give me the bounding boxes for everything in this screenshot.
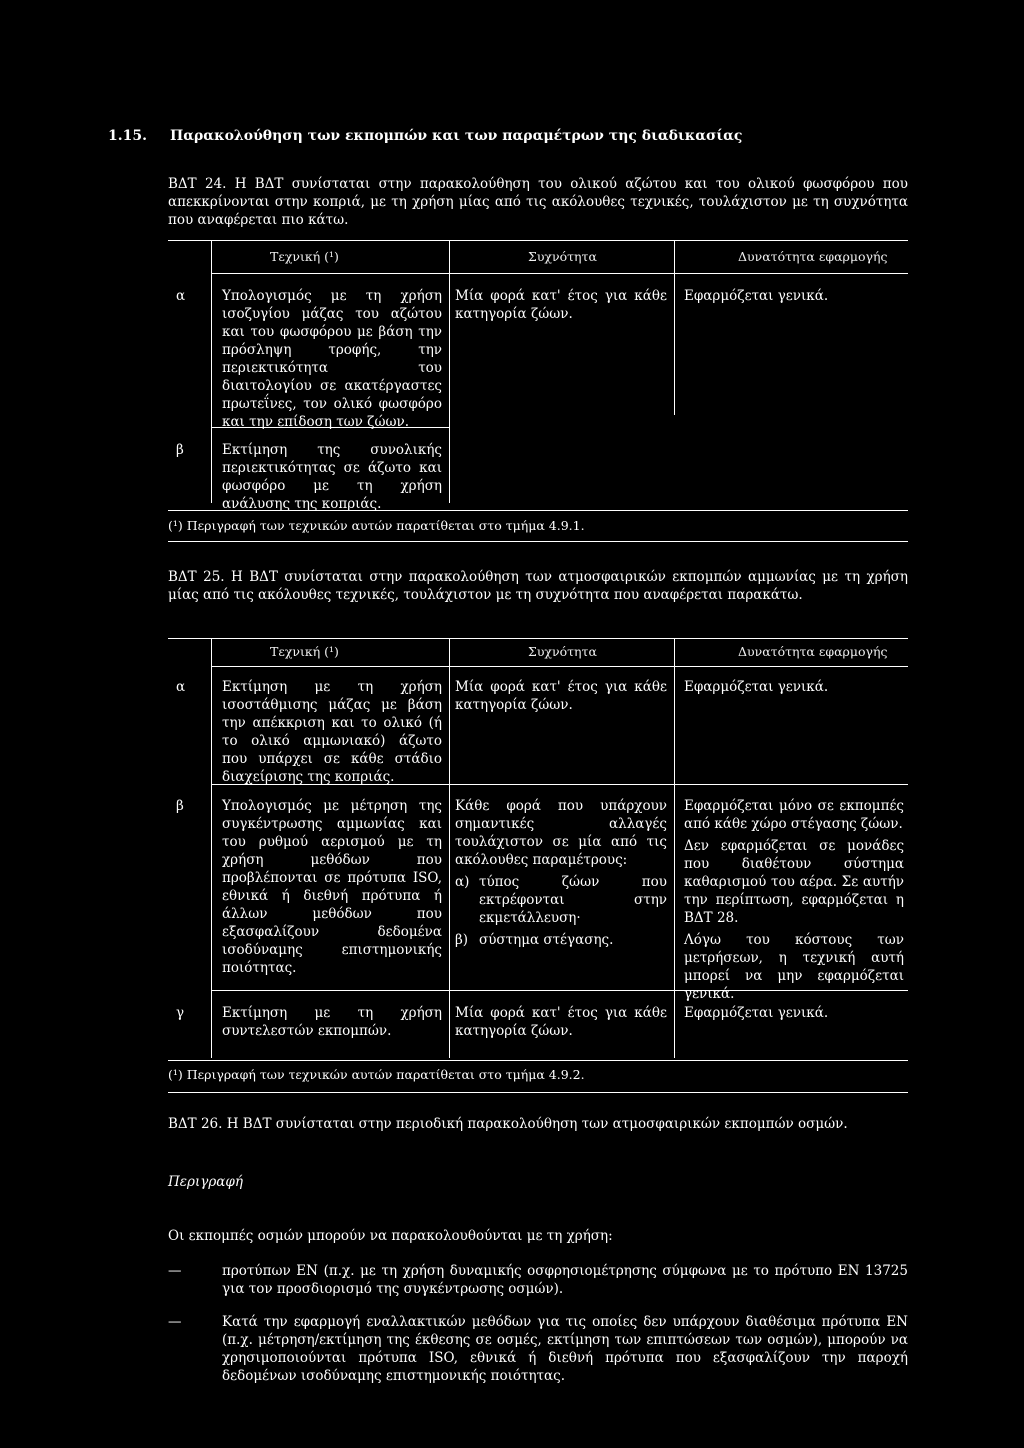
bat25-header-technique: Τεχνική (¹) xyxy=(270,644,339,659)
dash-marker: — xyxy=(168,1263,182,1279)
bat25-row-label: γ xyxy=(176,1005,185,1021)
bat25-frequency-item xyxy=(455,931,667,949)
bat24-col-divider-2 xyxy=(449,240,450,503)
section-heading xyxy=(108,127,742,145)
bat25-row-frequency: Μία φορά κατ' έτος για κάθε κατηγορία ζώων. xyxy=(455,679,667,713)
bat24-col-divider-1 xyxy=(211,240,212,503)
bat26-lead: Οι εκπομπές οσμών μπορούν να παρακολουθούνται με τη χρήση: xyxy=(168,1228,613,1244)
bat24-header-rule xyxy=(212,273,908,274)
bat25-frequency-item-text: σύστημα στέγασης. xyxy=(479,932,614,948)
bat25-applicability-paragraph: Δεν εφαρμόζεται σε μονάδες που διαθέτουν σύστημα καθαρισμού του αέρα. Σε αυτήν την περίπτωση, εφαρμόζεται η ΒΔΤ 28. xyxy=(684,838,904,926)
bat26-intro: ΒΔΤ 26. Η ΒΔΤ συνίσταται στην περιοδική παρακολούθηση των ατμοσφαιρικών εκπομπών οσμών. xyxy=(168,1116,848,1132)
bat25-frequency-item-marker: β) xyxy=(455,932,469,948)
bat24-col-divider-3 xyxy=(674,240,675,415)
bat24-row-label: β xyxy=(176,442,184,458)
bat25-frequency-item xyxy=(455,873,667,927)
bat25-frequency-item-text: τύπος ζώων που εκτρέφονται στην εκμετάλλευση· xyxy=(479,874,667,926)
bat25-table-bottom-rule xyxy=(168,1092,908,1093)
bat25-intro: ΒΔΤ 25. Η ΒΔΤ συνίσταται στην παρακολούθηση των ατμοσφαιρικών εκπομπών αμμωνίας με τη χρήση μίας από τις ακόλουθες τεχνικές, τουλάχιστον με τη συχνότητα που αναφέρεται παρακάτω. xyxy=(168,569,908,603)
bat25-row-applicability xyxy=(684,797,904,1003)
bat24-header-applicability: Δυνατότητα εφαρμογής xyxy=(738,249,888,264)
bat24-row-frequency: Μία φορά κατ' έτος για κάθε κατηγορία ζώων. xyxy=(455,288,667,322)
bat25-row-technique: Εκτίμηση με τη χρήση ισοστάθμισης μάζας με βάση την απέκκριση και το ολικό (ή το ολικό αμμωνιακό) άζωτο που υπάρχει σε κάθε στάδιο διαχείρισης της κοπριάς. xyxy=(222,679,442,785)
bat25-footnote-rule xyxy=(168,1060,908,1061)
bat25-applicability-paragraph: Εφαρμόζεται μόνο σε εκπομπές από κάθε χώρο στέγασης ζώων. xyxy=(684,798,904,832)
bat24-header-technique: Τεχνική (¹) xyxy=(270,249,339,264)
dash-item-text: Κατά την εφαρμογή εναλλακτικών μεθόδων για τις οποίες δεν υπάρχουν διαθέσιμα πρότυπα EN (π.χ. μέτρηση/εκτίμηση της έκθεσης σε οσμές, εκτίμηση των επιπτώσεων των οσμών), μπορούν να χρησιμοποιούνται πρότυπα ISO, εθνικά ή διεθνή πρότυπα που εξασφαλίζουν την παροχή δεδομένων ισοδύναμης επιστημονικής ποιότητας. xyxy=(222,1314,908,1384)
bat25-row-applicability: Εφαρμόζεται γενικά. xyxy=(684,1005,829,1021)
bat25-applicability-paragraph: Λόγω του κόστους των μετρήσεων, η τεχνική αυτή μπορεί να μην εφαρμόζεται γενικά. xyxy=(684,932,904,1002)
bat25-row-applicability: Εφαρμόζεται γενικά. xyxy=(684,679,829,695)
bat25-header-frequency: Συχνότητα xyxy=(528,644,597,659)
bat24-header-frequency: Συχνότητα xyxy=(528,249,597,264)
bat25-header-rule xyxy=(212,666,908,667)
dash-marker: — xyxy=(168,1314,182,1330)
bat26-dash-item xyxy=(168,1313,908,1385)
bat24-row-technique: Υπολογισμός με τη χρήση ισοζυγίου μάζας του αζώτου και του φωσφόρου με βάση την πρόσληψη τροφής, την περιεκτικότητα του διαιτολογίου σε ακατέργαστες πρωτεΐνες, τον ολικό φωσφόρο και την επίδοση των ζώων. xyxy=(222,288,442,430)
bat25-frequency-item-marker: α) xyxy=(455,874,470,890)
bat25-row-technique: Εκτίμηση με τη χρήση συντελεστών εκπομπών. xyxy=(222,1005,442,1039)
bat25-row-technique: Υπολογισμός με μέτρηση της συγκέντρωσης αμμωνίας και του ρυθμού αερισμού με τη χρήση μεθόδων που προβλέπονται σε πρότυπα ISO, εθνικά ή διεθνή πρότυπα ή άλλων μεθόδων που εξασφαλίζουν δεδομένα ισοδύναμης επιστημονικής ποιότητας. xyxy=(222,798,442,976)
bat25-row-frequency xyxy=(455,797,667,949)
bat26-description-heading: Περιγραφή xyxy=(168,1174,243,1190)
bat24-row-applicability: Εφαρμόζεται γενικά. xyxy=(684,288,829,304)
bat25-footnote: (¹) Περιγραφή των τεχνικών αυτών παρατίθεται στο τμήμα 4.9.2. xyxy=(168,1067,585,1082)
bat25-col-divider-2 xyxy=(449,638,450,1058)
bat25-row-label: α xyxy=(176,679,186,695)
bat25-table-top-rule xyxy=(168,638,908,639)
bat24-footnote-rule xyxy=(168,510,908,511)
bat24-intro: ΒΔΤ 24. Η ΒΔΤ συνίσταται στην παρακολούθηση του ολικού αζώτου και του ολικού φωσφόρου που απεκκρίνονται στην κοπριά, με τη χρήση μίας από τις ακόλουθες τεχνικές, τουλάχιστον με τη συχνότητα που αναφέρεται πιο κάτω. xyxy=(168,176,908,228)
bat24-table-top-rule xyxy=(168,240,908,241)
bat25-col-divider-3 xyxy=(674,638,675,1058)
bat25-row-label: β xyxy=(176,798,184,814)
bat24-footnote: (¹) Περιγραφή των τεχνικών αυτών παρατίθεται στο τμήμα 4.9.1. xyxy=(168,518,585,533)
bat24-row-technique: Εκτίμηση της συνολικής περιεκτικότητας σε άζωτο και φωσφόρο με τη χρήση ανάλυσης της κοπριάς. xyxy=(222,442,442,512)
bat26-dash-item xyxy=(168,1262,908,1298)
bat25-col-divider-1 xyxy=(211,638,212,1058)
dash-item-text: προτύπων EN (π.χ. με τη χρήση δυναμικής οσφρησιομέτρησης σύμφωνα με το πρότυπο EN 13725 για τον προσδιορισμό της συγκέντρωσης οσμών). xyxy=(222,1263,908,1297)
bat24-row-label: α xyxy=(176,288,186,304)
bat25-header-applicability: Δυνατότητα εφαρμογής xyxy=(738,644,888,659)
bat25-row-frequency: Μία φορά κατ' έτος για κάθε κατηγορία ζώων. xyxy=(455,1005,667,1039)
bat25-frequency-intro: Κάθε φορά που υπάρχουν σημαντικές αλλαγές τουλάχιστον σε μία από τις ακόλουθες παραμέτρους: xyxy=(455,798,667,868)
section-title: Παρακολούθηση των εκπομπών και των παραμέτρων της διαδικασίας xyxy=(170,128,743,144)
section-number: 1.15. xyxy=(108,128,147,144)
bat24-table-bottom-rule xyxy=(168,541,908,542)
